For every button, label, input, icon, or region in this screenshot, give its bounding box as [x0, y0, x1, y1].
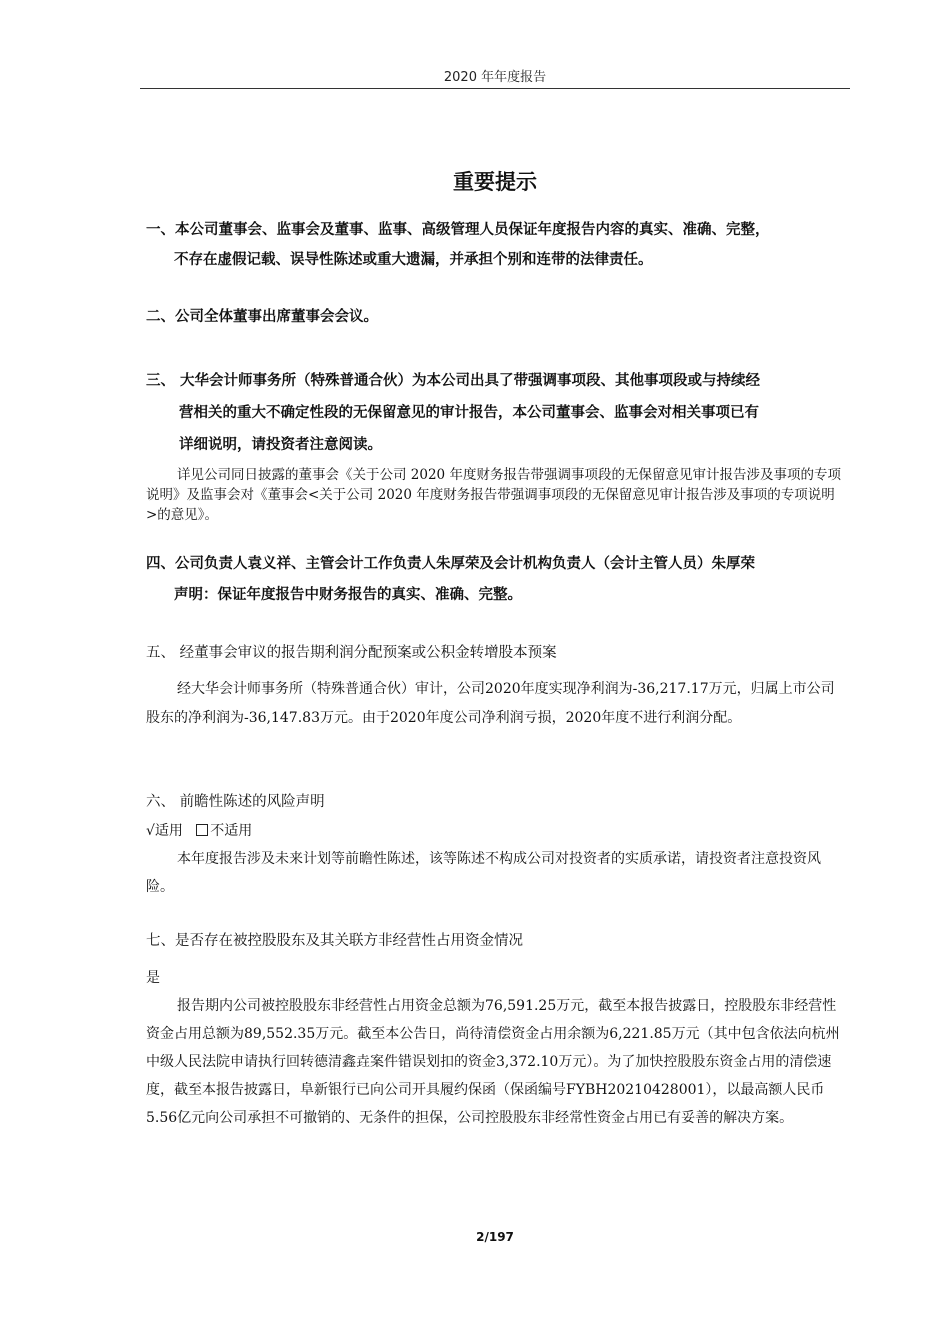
section-5-heading: 五、 经董事会审议的报告期利润分配预案或公积金转增股本预案	[146, 645, 557, 661]
section-7-heading: 七、是否存在被控股股东及其关联方非经营性占用资金情况	[146, 933, 523, 949]
section-2: 二、公司全体董事出席董事会会议。	[146, 309, 378, 325]
section-3-line-3: 详细说明，请投资者注意阅读。	[179, 437, 382, 453]
section-3	[146, 371, 851, 455]
section-4	[146, 554, 851, 605]
section-4-line-2: 声明：保证年度报告中财务报告的真实、准确、完整。	[174, 587, 522, 603]
check-not-applicable: 不适用	[210, 823, 253, 839]
header-rule	[140, 88, 850, 89]
section-5-body: 经大华会计师事务所（特殊普通合伙）审计，公司2020年度实现净利润为-36,217.17万元，归属上市公司股东的净利润为-36,147.83万元。由于2020年度公司净利润亏损，2020年度不进行利润分配。	[146, 681, 835, 726]
section-7-body: 报告期内公司被控股股东非经营性占用资金总额为76,591.25万元，截至本报告披露日，控股股东非经营性资金占用总额为89,552.35万元。截至本公告日，尚待清偿资金占用余额为6,221.85万元（其中包含依法向杭州中级人民法院申请执行回转德清鑫垚案件错误划扣的资金3,372.10万元）。为了加快控股股东资金占用的清偿速度，截至本报告披露日，阜新银行已向公司开具履约保函（保函编号FYBH20210428001），以最高额人民币5.56亿元向公司承担不可撤销的、无条件的担保，公司控股股东非经常性资金占用已有妥善的解决方案。	[146, 998, 840, 1126]
page-number: 2/197	[476, 1230, 514, 1244]
check-applicable: √适用	[146, 823, 183, 839]
section-1-line-2: 不存在虚假记载、误导性陈述或重大遗漏，并承担个别和连带的法律责任。	[174, 252, 653, 268]
page-title: 重要提示	[453, 170, 537, 194]
section-6-heading: 六、 前瞻性陈述的风险声明	[146, 794, 325, 810]
section-1-line-1: 一、本公司董事会、监事会及董事、监事、高级管理人员保证年度报告内容的真实、准确、完整，	[146, 222, 770, 238]
section-6-checkbox-row	[146, 817, 846, 845]
section-3-line-2: 营相关的重大不确定性段的无保留意见的审计报告，本公司董事会、监事会对相关事项已有	[179, 405, 759, 421]
section-4-line-1: 四、公司负责人袁义祥、主管会计工作负责人朱厚荣及会计机构负责人（会计主管人员）朱厚荣	[146, 556, 755, 572]
section-1	[146, 220, 851, 270]
running-header: 2020 年年度报告	[443, 70, 547, 85]
section-6-body: 本年度报告涉及未来计划等前瞻性陈述，该等陈述不构成公司对投资者的实质承诺，请投资者注意投资风险。	[146, 851, 821, 895]
section-3-line-1: 三、 大华会计师事务所（特殊普通合伙）为本公司出具了带强调事项段、其他事项段或与持续经	[146, 373, 761, 389]
section-3-note: 详见公司同日披露的董事会《关于公司 2020 年度财务报告带强调事项段的无保留意见审计报告涉及事项的专项说明》及监事会对《董事会<关于公司 2020 年度财务报告带强调事项段的无保留意见审计报告涉及事项的专项说明>的意见》。	[146, 467, 841, 523]
section-7-answer: 是	[146, 970, 160, 986]
checkbox-icon	[196, 824, 208, 836]
